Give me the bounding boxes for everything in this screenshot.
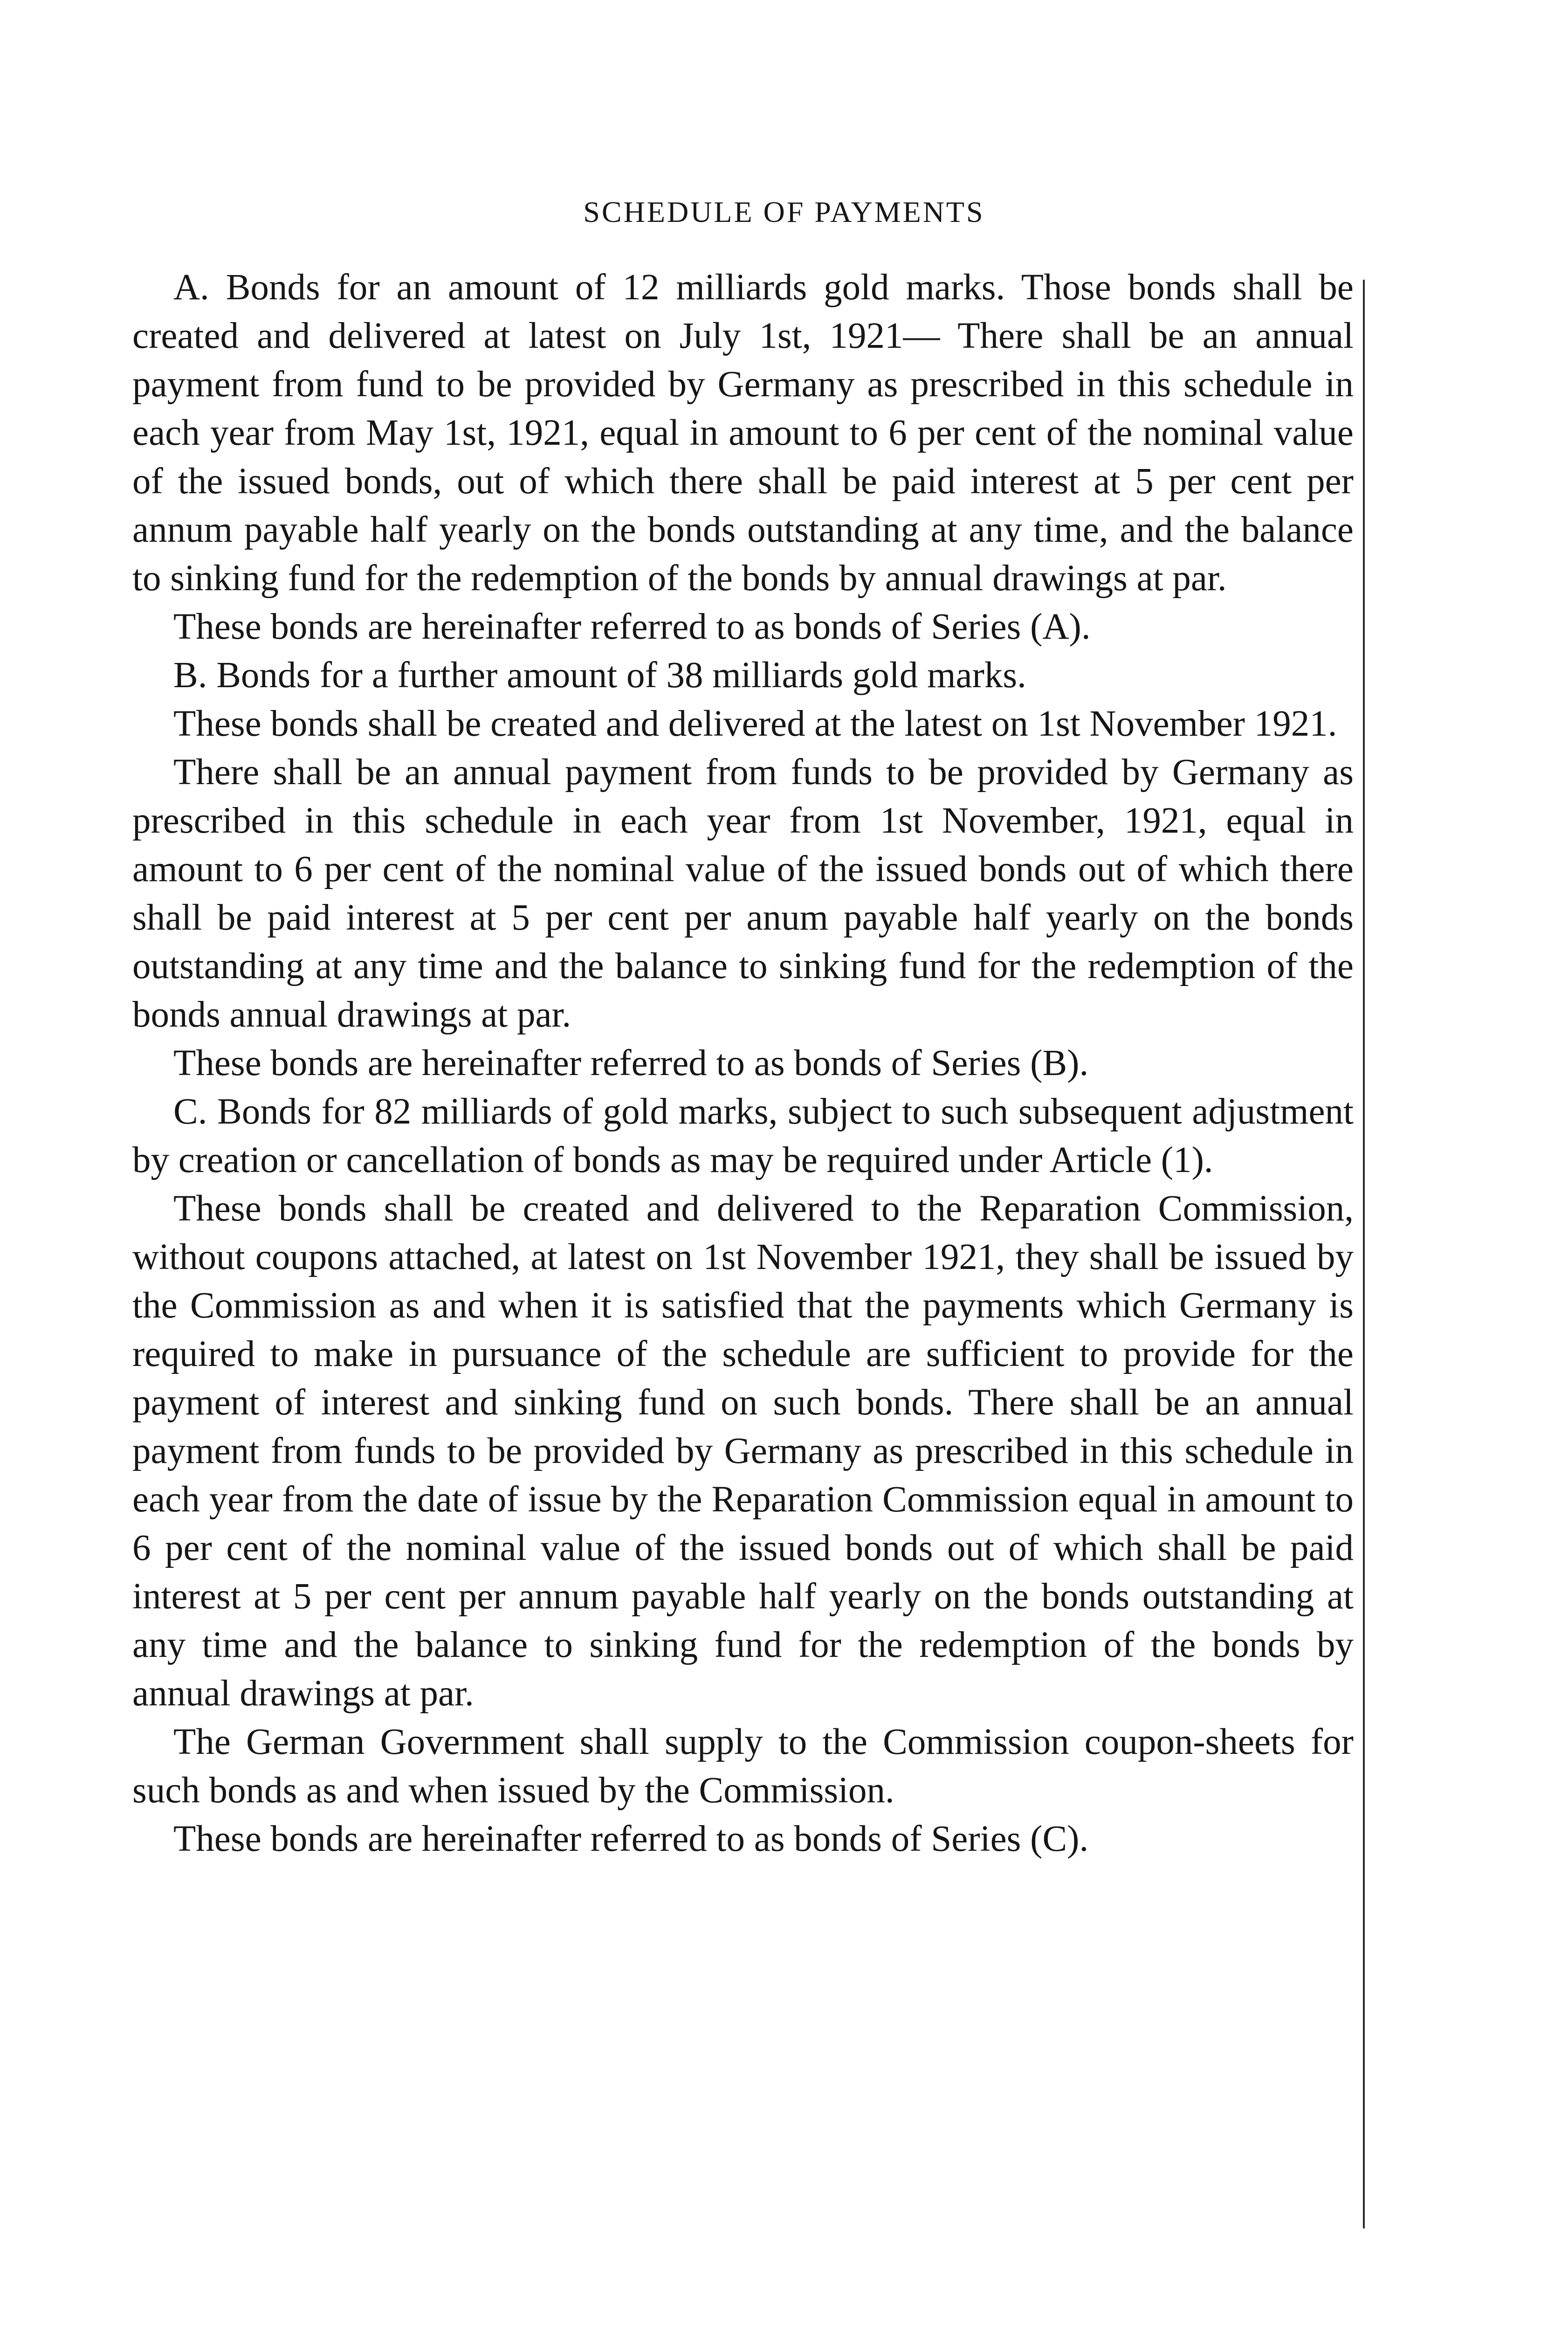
paragraph-series-b-amount: B. Bonds for a further amount of 38 milliards gold marks. bbox=[173, 655, 1026, 696]
paragraph-series-c-terms: These bonds shall be created and delivered to the Reparation Commission, without coupons attached, at latest on 1st November 1921, they shall be issued by the Commission as and when it is satisfied that the payments which Germany is required to make in pursuance of the schedule are sufficient to provide for the payment of interest and sinking fund on such bonds. There shall be an annual payment from funds to be provided by Germany as prescribed in this schedule in each year from the date of issue by the Reparation Commission equal in amount to 6 per cent of the nominal value of the issued bonds out of which shall be paid interest at 5 per cent per annum payable half yearly on the bonds outstanding at any time and the balance to sinking fund for the redemption of the bonds by annual drawings at par. bbox=[132, 1188, 1354, 1714]
page-heading: SCHEDULE OF PAYMENTS bbox=[583, 195, 985, 228]
paragraph-series-a-terms: A. Bonds for an amount of 12 milliards gold marks. Those bonds shall be created and delivered at latest on July 1st, 1921— There shall be an annual payment from fund to be provided by Germany as prescribed in this schedule in each year from May 1st, 1921, equal in amount to 6 per cent of the nominal value of the issued bonds, out of which there shall be paid interest at 5 per cent per annum payable half yearly on the bonds outstanding at any time, and the balance to sinking fund for the redemption of the bonds by annual drawings at par. bbox=[132, 267, 1354, 599]
paragraph-series-c-amount: C. Bonds for 82 milliards of gold marks, subject to such subsequent adjustment by creation or cancellation of bonds as may be required under Article (1). bbox=[132, 1091, 1354, 1180]
paragraph-coupon-sheets: The German Government shall supply to the Commission coupon-sheets for such bonds as and when issued by the Commission. bbox=[132, 1722, 1354, 1811]
margin-rule bbox=[1363, 280, 1365, 2228]
paragraph-series-c-reference: These bonds are hereinafter referred to as bonds of Series (C). bbox=[173, 1819, 1089, 1859]
paragraph-series-b-delivery: These bonds shall be created and delivered at the latest on 1st November 1921. bbox=[173, 703, 1337, 744]
body-text bbox=[132, 263, 1354, 1863]
paragraph-series-b-reference: These bonds are hereinafter referred to as bonds of Series (B). bbox=[173, 1043, 1089, 1083]
paragraph-series-a-reference: These bonds are hereinafter referred to as bonds of Series (A). bbox=[173, 607, 1091, 647]
paragraph-series-b-terms: There shall be an annual payment from funds to be provided by Germany as prescribed in this schedule in each year from 1st November, 1921, equal in amount to 6 per cent of the nominal value of the issued bonds out of which there shall be paid interest at 5 per cent per anum payable half yearly on the bonds outstanding at any time and the balance to sinking fund for the redemption of the bonds annual drawings at par. bbox=[132, 752, 1354, 1035]
